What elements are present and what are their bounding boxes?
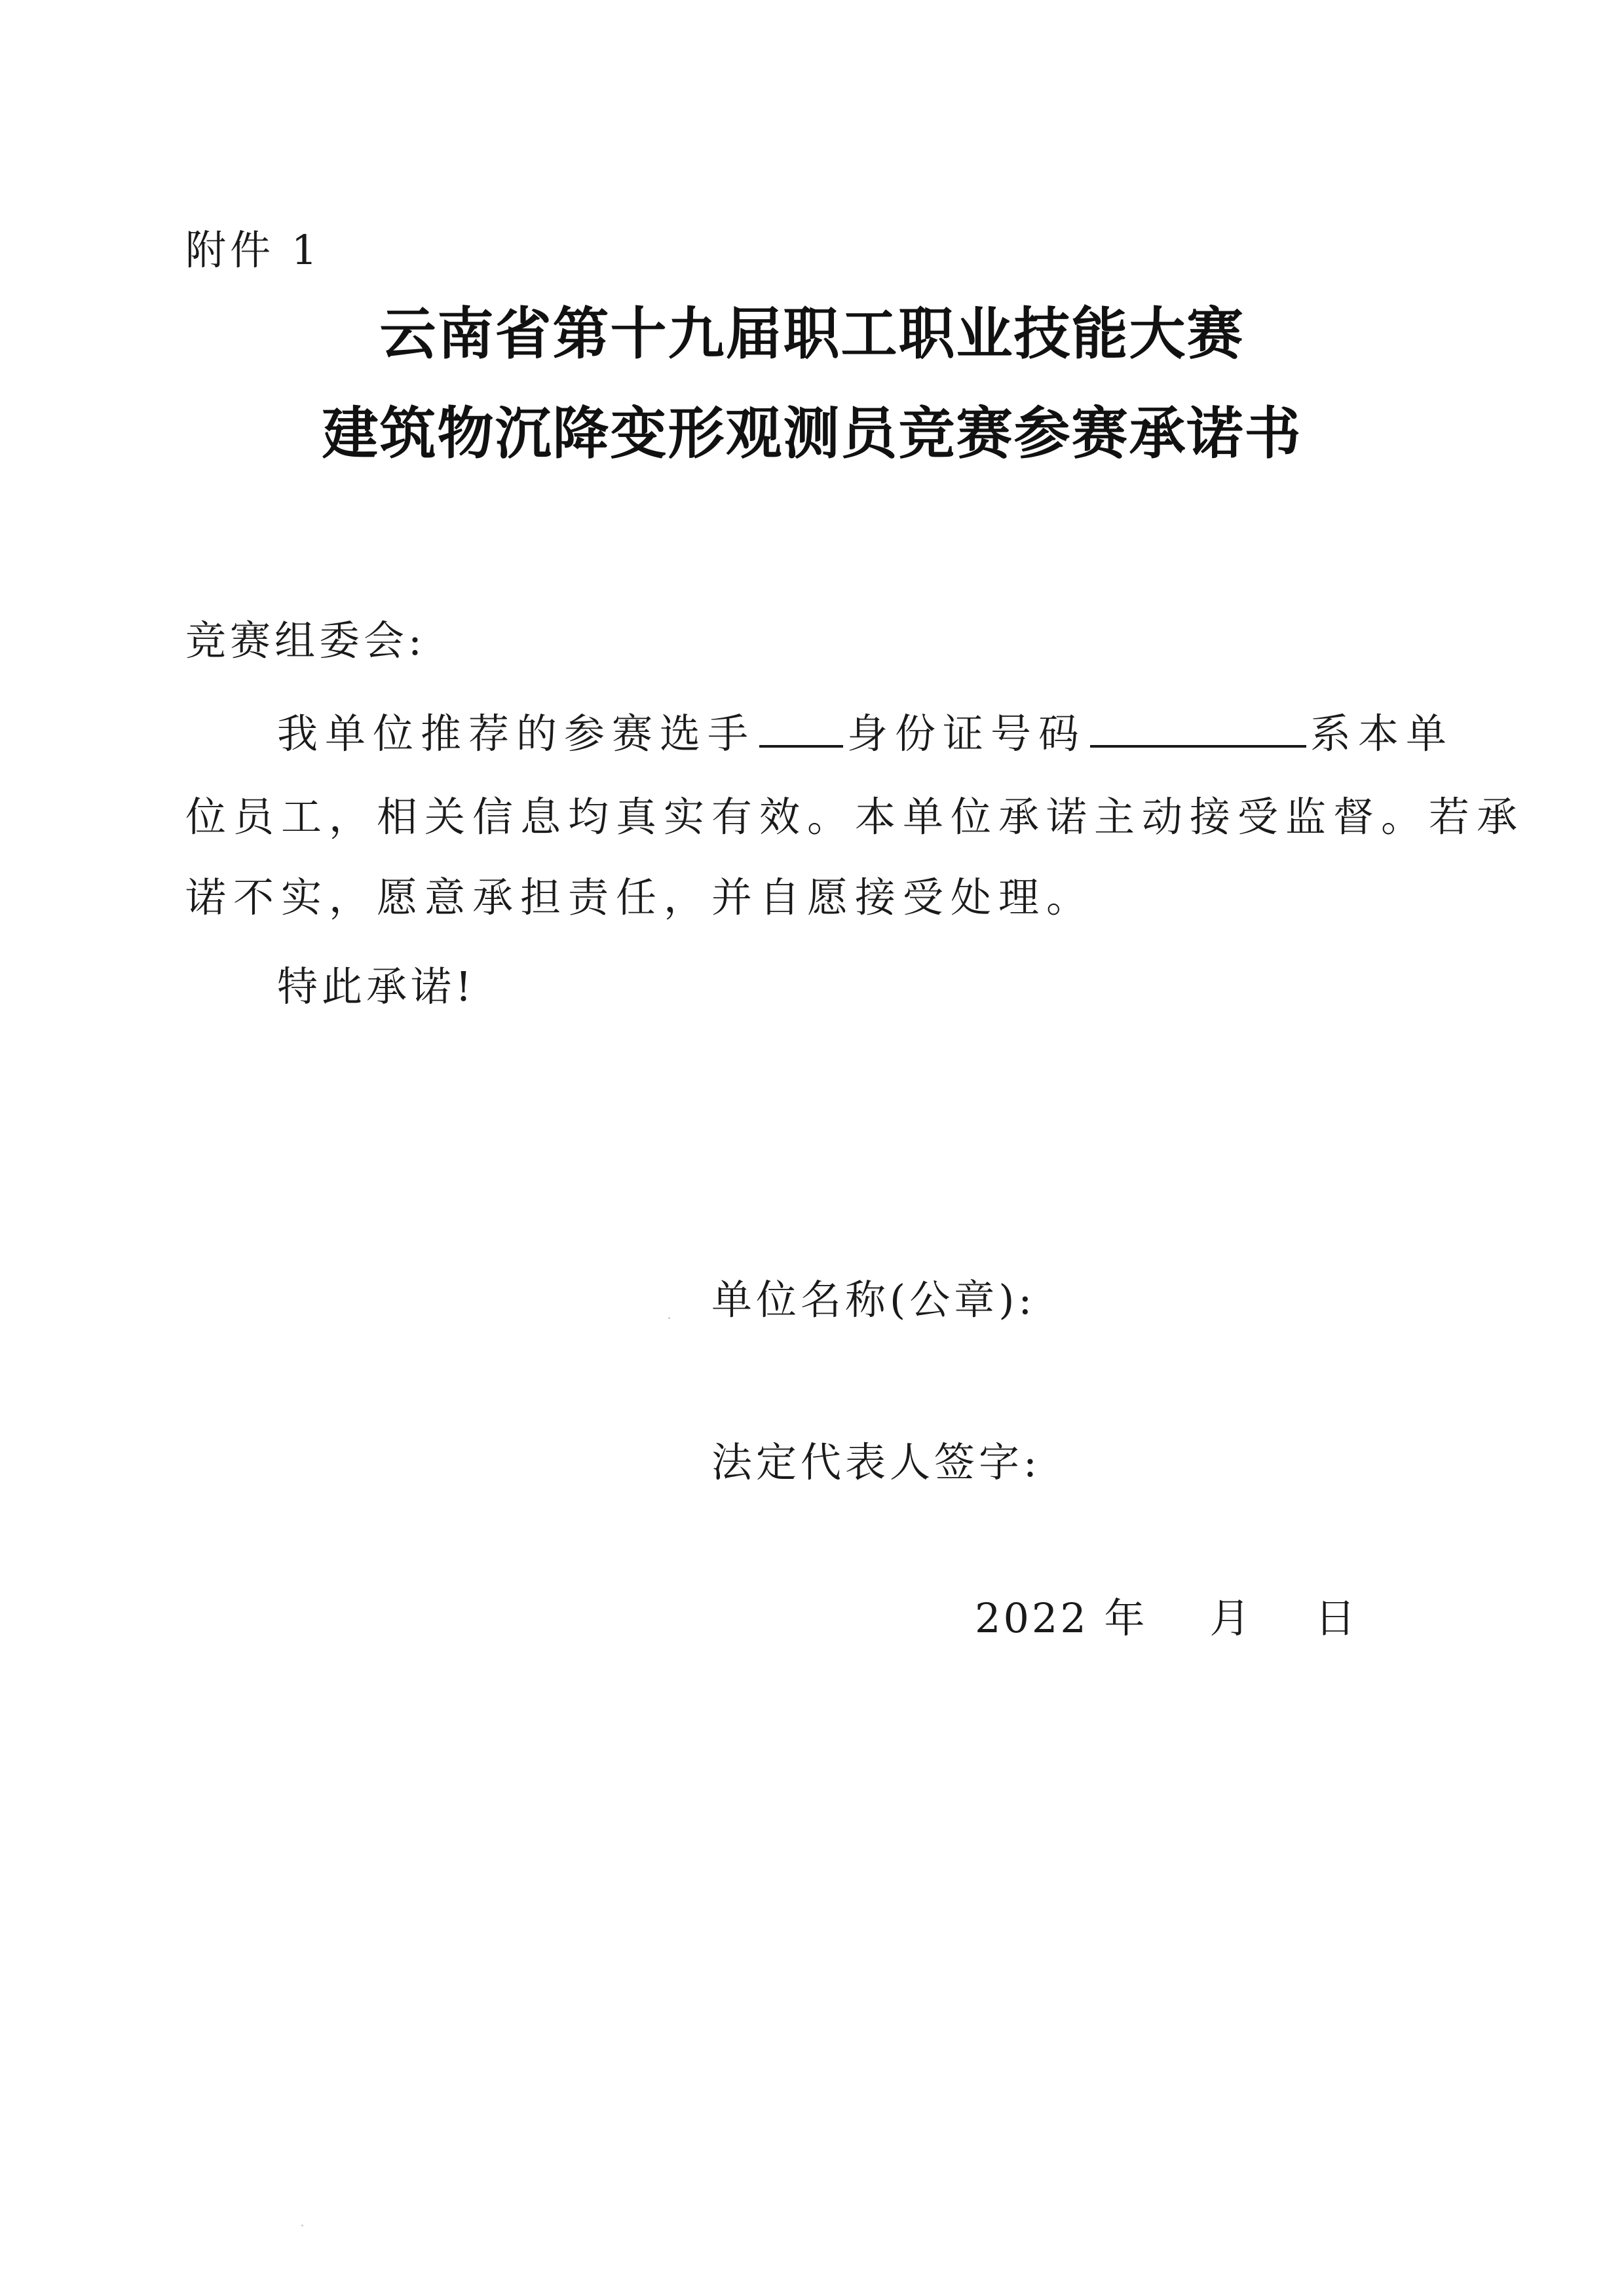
- attachment-label: 附件 1: [185, 226, 322, 274]
- document-title-line-1: 云南省第十九届职工职业技能大赛: [379, 301, 1245, 367]
- salutation: 竞赛组委会:: [185, 617, 426, 664]
- body-paragraph-line-1: [277, 704, 1522, 761]
- closing-statement: 特此承诺!: [277, 963, 476, 1010]
- body-text-nominee: 我单位推荐的参赛选手: [277, 710, 756, 757]
- signing-date: 2022 年 月 日: [975, 1594, 1359, 1642]
- scan-speck: [301, 2225, 303, 2227]
- legal-representative-signature-label: 法定代表人签字:: [711, 1438, 1041, 1486]
- document-title-line-2: 建筑物沉降变形观测员竞赛参赛承诺书: [322, 401, 1302, 467]
- contestant-name-blank[interactable]: [759, 704, 843, 748]
- body-paragraph-line-2: 位员工，相关信息均真实有效。本单位承诺主动接受监督。若承: [185, 793, 1525, 841]
- body-text-employee: 系本单: [1310, 710, 1454, 757]
- body-text-id-number: 身份证号码: [847, 710, 1087, 757]
- id-number-blank[interactable]: [1090, 704, 1306, 748]
- scan-speck: [668, 1317, 670, 1319]
- unit-name-seal-label: 单位名称(公章):: [711, 1276, 1036, 1324]
- body-paragraph-line-3: 诺不实，愿意承担责任，并自愿接受处理。: [185, 873, 1095, 921]
